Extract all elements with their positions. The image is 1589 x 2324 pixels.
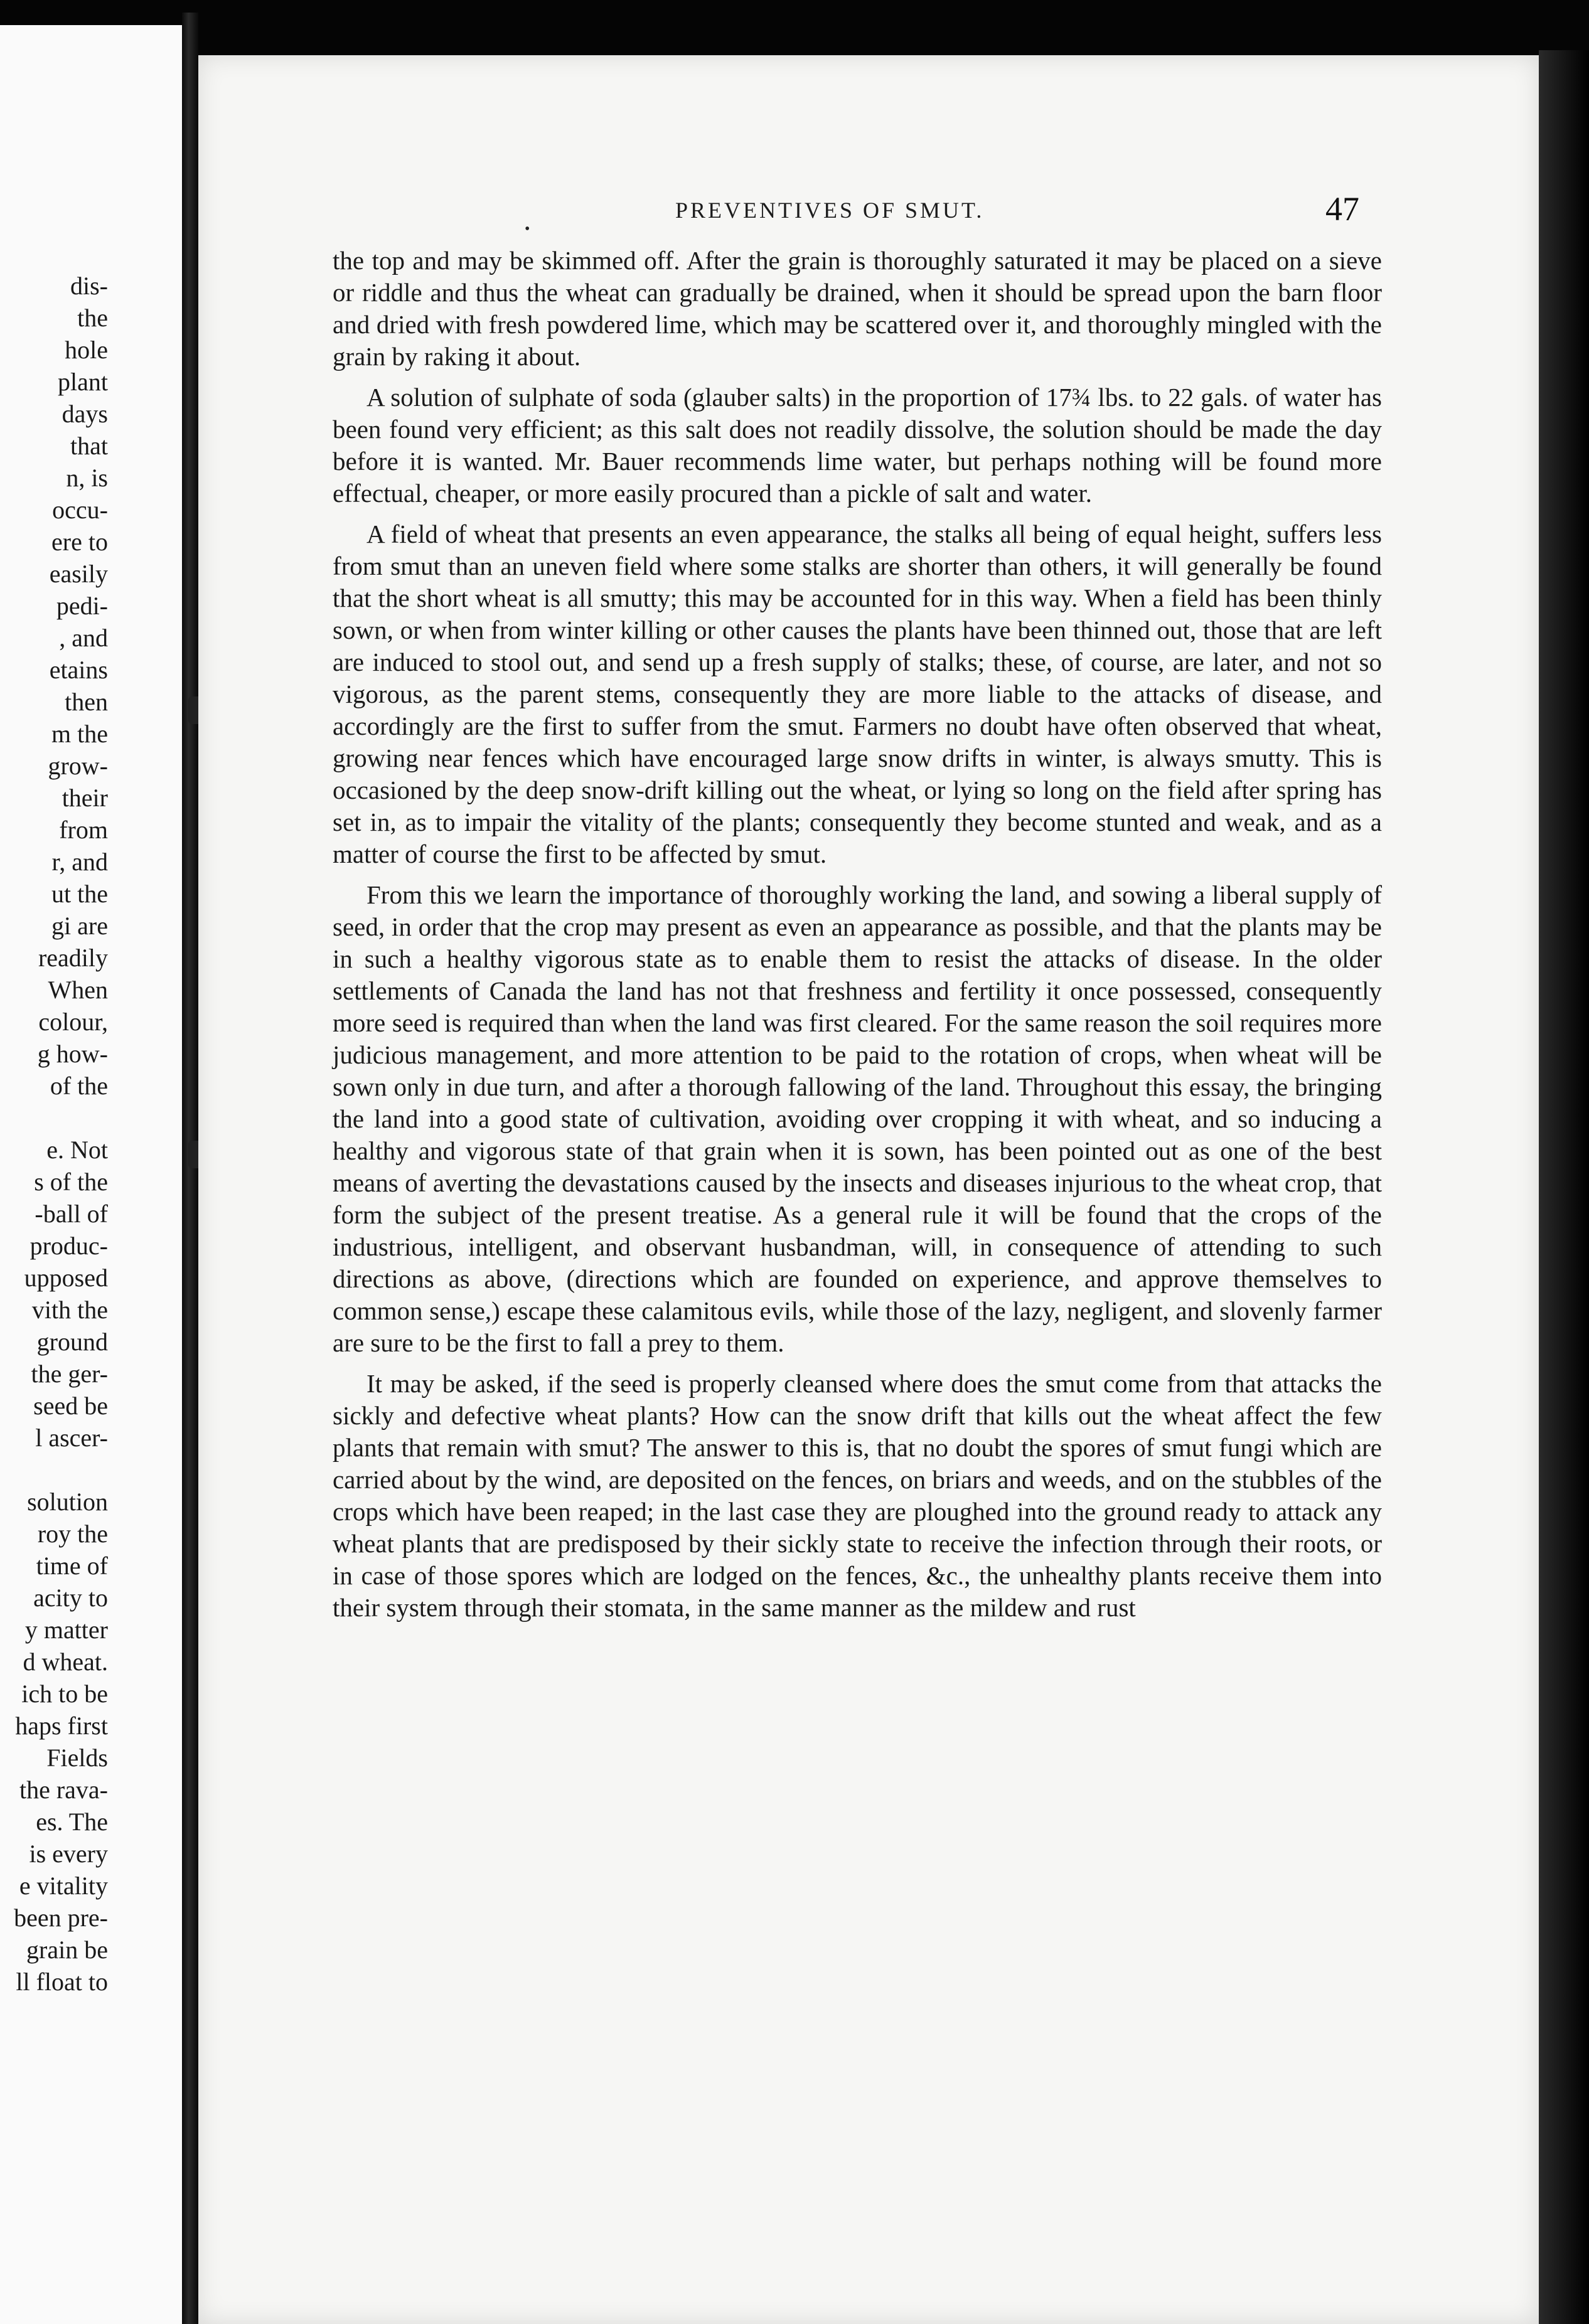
fragment-line: g how- <box>37 1040 108 1068</box>
fragment-line: l ascer- <box>35 1424 108 1452</box>
previous-page-fragment <box>0 25 182 2324</box>
paragraph: It may be asked, if the seed is properly cleansed where does the smut come from that attacks the sickly and defective wheat plants? How can the snow drift that kills out the wheat affect the few plants that remain with smut? The answer to this is, that no doubt the spores of smut fungi which are carried about by the wind, are deposited on the fences, on briars and weeds, and on the stubbles of the crops which have been reaped; in the last case they are ploughed into the ground ready to attack any wheat plants that are predisposed by their sickly state to receive the infection through their roots, or in case of those spores which are lodged on the fences, &c., the unhealthy plants receive them into their system through their stomata, in the same manner as the mildew and rust <box>333 1369 1382 1622</box>
fragment-line: s of the <box>34 1168 108 1196</box>
fragment-line: y matter <box>24 1616 108 1644</box>
fragment-line: days <box>62 400 108 428</box>
paragraph: A solution of sulphate of soda (glauber salts) in the proportion of 17¾ lbs. to 22 gals. of water has been found very efficient; as this salt does not readily dissolve, the solution should be made the day before it is wanted. Mr. Bauer recommends lime water, but perhaps nothing will be found more effectual, cheaper, or more easily procured than a pickle of salt and water. <box>333 383 1382 508</box>
fragment-line: grow- <box>48 752 108 780</box>
fragment-line: Fields <box>46 1744 108 1772</box>
fragment-line: , and <box>59 624 108 652</box>
fragment-line: n, is <box>66 464 108 492</box>
fragment-line: occu- <box>52 496 108 524</box>
paragraph: the top and may be skimmed off. After the grain is thoroughly saturated it may be placed on a sieve or riddle and thus the wheat can gradually be drained, when it should be spread upon the barn floor and dried with fresh powdered lime, which may be scattered over it, and thoroughly mingled with the grain by raking it about. <box>333 246 1382 371</box>
paragraph: A field of wheat that presents an even appearance, the stalks all being of equal height, suffers less from smut than an uneven field where some stalks are shorter than others, it will generally be found that the short wheat is all smutty; this may be accounted for in this way. When a field has been thinly sown, or when from winter killing or other causes the plants have been thinned out, those that are left are induced to stool out, and send up a fresh supply of stalks; these, of course, are later, and not so vigorous, as the parent stems, consequently they are more liable to the attacks of disease, and accordingly are the first to suffer from the smut. Farmers no doubt have often observed that wheat, growing near fences which have encouraged large snow drifts in winter, is always smutty. This is occasioned by the deep snow-drift killing out the wheat, or lying so long on the field after spring has set in, as to impair the vitality of the plants; consequently they become stunted and weak, and as a matter of course the first to be affected by smut. <box>333 520 1382 868</box>
fragment-line: upposed <box>24 1264 108 1292</box>
fragment-line: e vitality <box>19 1872 108 1900</box>
fragment-line: grain be <box>26 1936 108 1964</box>
fragment-line: time of <box>36 1552 108 1580</box>
fragment-line: that <box>70 432 108 460</box>
fragment-line: the <box>77 304 108 332</box>
fragment-line: ich to be <box>21 1680 108 1708</box>
fragment-line: haps first <box>15 1712 108 1740</box>
fragment-line: seed be <box>33 1392 108 1420</box>
fragment-line: from <box>59 816 108 844</box>
body-text <box>333 245 1382 1624</box>
fragment-line: is every <box>29 1840 108 1868</box>
fragment-line: ground <box>36 1328 108 1356</box>
fragment-line: hole <box>65 336 108 364</box>
fragment-line: d wheat. <box>23 1648 108 1676</box>
fragment-line: their <box>62 784 108 812</box>
fragment-line: r, and <box>51 848 108 876</box>
fragment-line: When <box>48 976 108 1004</box>
printer-dot: • <box>525 221 530 237</box>
fragment-line: ut the <box>51 880 108 908</box>
running-head <box>198 190 1539 241</box>
fragment-line: e. Not <box>46 1136 108 1164</box>
fragment-line: easily <box>49 560 108 588</box>
fragment-line: pedi- <box>56 592 108 620</box>
fragment-line: ll float to <box>16 1968 108 1996</box>
book-gutter <box>182 13 198 2324</box>
fragment-line: m the <box>51 720 108 748</box>
page-47 <box>198 55 1539 2324</box>
fragment-line: then <box>65 688 108 716</box>
fragment-line: the ger- <box>31 1360 108 1388</box>
paragraph: From this we learn the importance of thoroughly working the land, and sowing a liberal supply of seed, in order that the crop may present as even an appearance as possible, and that the plants may be in such a healthy vigorous state as to enable them to resist the attacks of disease. In the older settlements of Canada the land has not that freshness and fertility it once possessed, consequently more seed is required than when the land was first cleared. For the same reason the soil requires more judicious management, and more attention to be paid to the rotation of crops, when wheat will be sown only in due turn, and after a thorough fallowing of the land. Throughout this essay, the bringing the land into a good state of cultivation, avoiding over cropping it with wheat, and so inducing a healthy and vigorous state of that grain when it is sown, has been pointed out as one of the best means of averting the devastations caused by the insects and diseases injurious to the wheat crop, that form the subject of the present treatise. As a general rule it will be found that the crops of the industrious, intelligent, and observant husbandman, will, in consequence of attending to such directions as above, (directions which are founded on experience, and approve themselves to common sense,) escape these calamitous evils, while those of the lazy, negligent, and slovenly farmer are sure to be the first to fall a prey to them. <box>333 880 1382 1357</box>
fragment-line: es. The <box>36 1808 108 1836</box>
fragment-line: solution <box>27 1488 108 1516</box>
fragment-line: acity to <box>33 1584 108 1612</box>
fragment-line: the rava- <box>19 1776 108 1804</box>
fragment-line: gi are <box>51 912 108 940</box>
fragment-line: ere to <box>51 528 108 556</box>
fragment-line: -ball of <box>35 1200 108 1228</box>
fragment-line: etains <box>49 656 108 684</box>
fragment-line: roy the <box>37 1520 108 1548</box>
fragment-line: readily <box>38 944 108 972</box>
page-number: 47 <box>1325 190 1359 228</box>
fragment-line: produc- <box>29 1232 108 1260</box>
fragment-line: of the <box>50 1072 108 1100</box>
fragment-line: plant <box>58 368 108 396</box>
page-edge-shadow <box>1539 50 1589 2324</box>
fragment-line: dis- <box>70 272 108 300</box>
fragment-line: been pre- <box>14 1904 108 1932</box>
running-title: PREVENTIVES OF SMUT. <box>675 198 985 223</box>
fragment-line: colour, <box>38 1008 108 1036</box>
fragment-line: vith the <box>31 1296 108 1324</box>
